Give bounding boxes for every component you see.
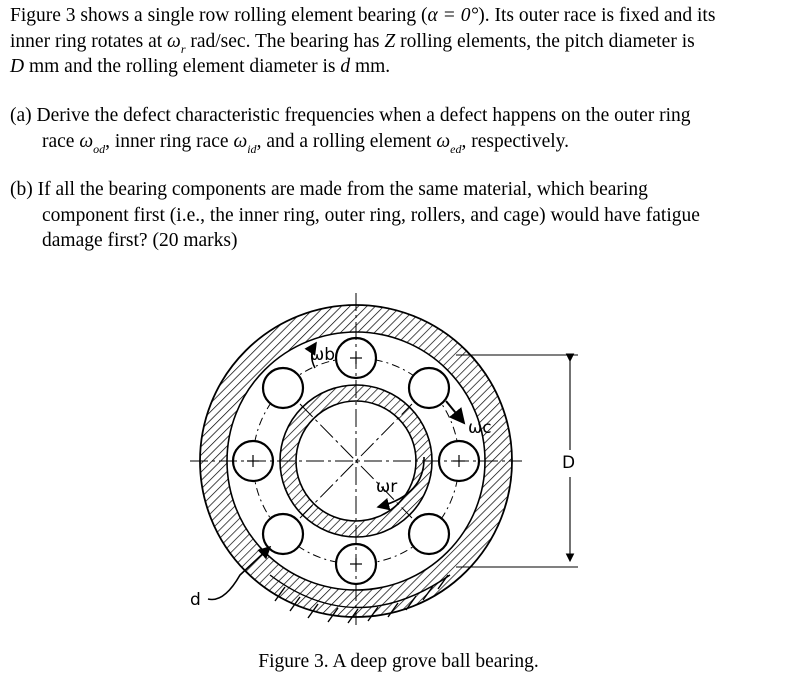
bearing-figure — [150, 285, 630, 625]
ball — [263, 368, 303, 408]
label-omega-b: ωb — [310, 345, 336, 365]
alpha-expression: α = 0° — [427, 5, 479, 26]
intro-line-1: Figure 3 shows a single row rolling element bearing (α = 0°). Its outer race is fixed and its — [10, 5, 716, 26]
label-omega-c: ωc — [468, 418, 492, 438]
ball — [409, 514, 449, 554]
z-symbol: Z — [384, 30, 396, 52]
intro-line-3: D mm and the rolling element diameter is d mm. — [10, 56, 391, 77]
problem-intro — [10, 3, 790, 80]
d-pitch-symbol: D — [10, 56, 25, 77]
bearing-diagram — [150, 285, 630, 625]
intro-line-2: inner ring rotates at $\omega_r$ rad/sec. The bearing has Z rolling elements, the pitch diameter is — [10, 30, 695, 56]
part-a-line-2: race $\omega_{od}$, inner ring race $\omega_{id}$, and a rolling element $\omega_{ed}$, respectively. — [42, 130, 570, 156]
part-b — [10, 177, 790, 254]
d-element-symbol: d — [340, 56, 351, 77]
ball — [409, 368, 449, 408]
part-a — [10, 103, 790, 154]
label-d: d — [190, 590, 201, 610]
label-D: D — [562, 453, 576, 473]
part-b-line-1: (b) If all the bearing components are made from the same material, which bearing — [10, 179, 648, 200]
part-b-line-2: component first (i.e., the inner ring, outer ring, rollers, and cage) would have fatigue — [42, 204, 700, 226]
part-a-line-1: (a) Derive the defect characteristic frequencies when a defect happens on the outer ring — [10, 105, 691, 126]
omega-r-symbol: ω — [167, 30, 181, 52]
figure-caption: Figure 3. A deep grove ball bearing. — [258, 651, 539, 672]
label-omega-r: ωr — [376, 477, 398, 497]
part-b-line-3: damage first? (20 marks) — [42, 230, 238, 251]
